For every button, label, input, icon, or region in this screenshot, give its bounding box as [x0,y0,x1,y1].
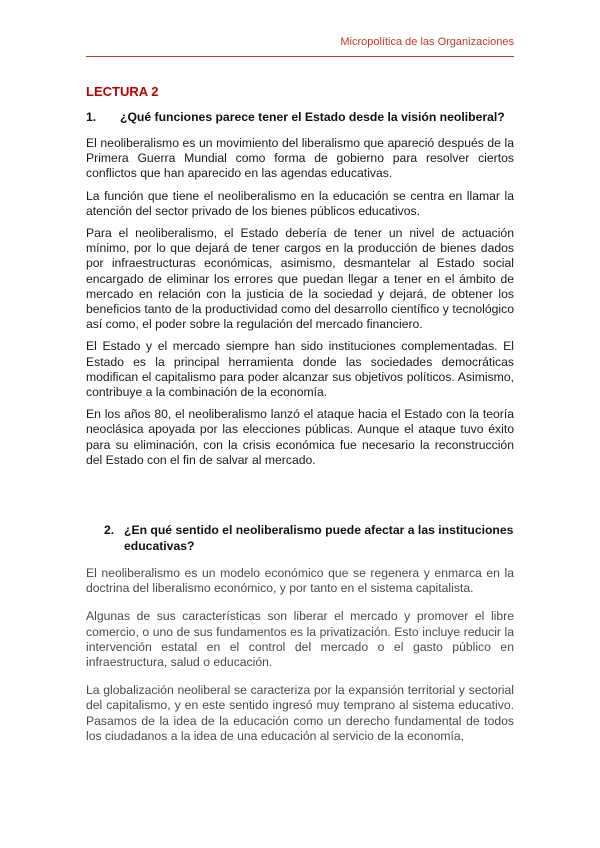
section-title: LECTURA 2 [86,84,159,99]
question-2-number: 2. [104,523,115,537]
header-title: Micropolítica de las Organizaciones [340,36,514,48]
question-1-number: 1. [86,110,97,124]
answer-1-body [86,136,514,475]
paragraph: El neoliberalismo es un modelo económico que se regenera y enmarca en la doctrina del liberalismo económico, y por tanto en el sistema capitalista. [86,566,514,596]
question-1-text: ¿Qué funciones parece tener el Estado desde la visión neoliberal? [120,110,505,124]
paragraph: Algunas de sus características son liberar el mercado y promover el libre comercio, o uno de sus fundamentos es la privatización. Esto incluye reducir la intervención estatal en el control del mercado o el gasto público en infraestructura, salud o educación. [86,609,514,670]
paragraph: El Estado y el mercado siempre han sido instituciones complementadas. El Estado es la principal herramienta donde las sociedades democráticas modifican el capitalismo para poder alcanzar sus objetivos políticos. Asimismo, contribuye a la combinación de la economía. [86,339,514,400]
header-divider [86,56,514,57]
paragraph: Para el neoliberalismo, el Estado debería de tener un nivel de actuación mínimo, por lo que dejará de tener cargos en la producción de bienes dados por infraestructuras económicas, asimismo, desmantelar al Estado social encargado de eliminar los errores que puedan llegar a tener en el ámbito de mercado en relación con la justicia de la sociedad y dejará, de obtener los beneficios tanto de la productividad como del desarrollo científico y tecnológico así como, el poder sobre la regulación del mercado financiero. [86,226,514,332]
paragraph: La función que tiene el neoliberalismo en la educación se centra en llamar la atención del sector privado de los bienes públicos educativos. [86,188,514,218]
question-2-text: ¿En qué sentido el neoliberalismo puede afectar a las instituciones educativas? [124,523,514,553]
paragraph: La globalización neoliberal se caracteriza por la expansión territorial y sectorial del capitalismo, y en este sentido ingresó muy temprano al sistema educativo. Pasamos de la idea de la educación como un derecho fundamental de todos los ciudadanos a la idea de una educación al servicio de la economía, [86,683,514,743]
question-2-heading [104,523,516,554]
paragraph: En los años 80, el neoliberalismo lanzó el ataque hacia el Estado con la teoría neoclásica apoyada por las elecciones públicas. Aunque el ataque tuvo éxito para su eliminación, con la crisis económica fue necesario la reconstrucción del Estado con el fin de salvar al mercado. [86,407,514,467]
paragraph: El neoliberalismo es un movimiento del liberalismo que apareció después de la Primera Guerra Mundial como forma de gobierno para resolver ciertos conflictos que han aparecido en las agendas educativas. [86,136,514,181]
question-1-heading [86,110,516,124]
answer-2-body [86,566,514,757]
